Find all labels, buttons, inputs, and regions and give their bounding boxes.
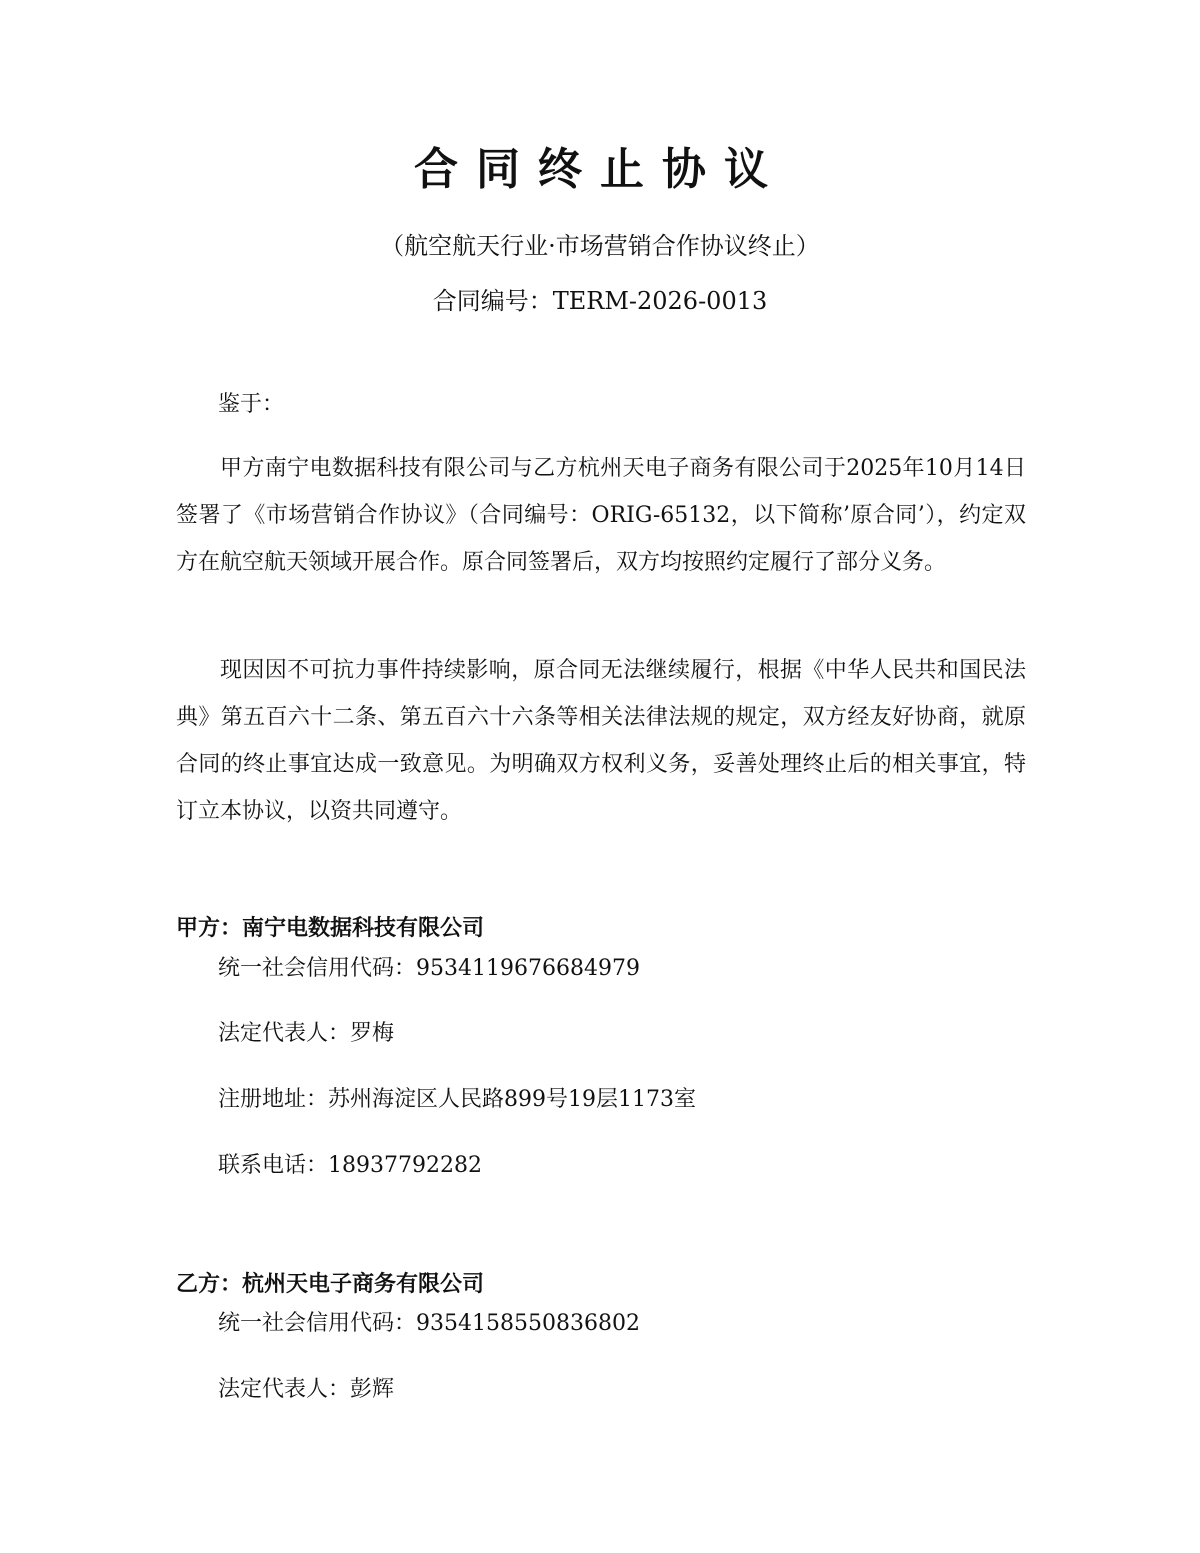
party-a-representative: 法定代表人：罗梅: [218, 1021, 395, 1046]
document-subtitle: （航空航天行业·市场营销合作协议终止）: [380, 232, 820, 260]
recital-paragraph-2: 现因因不可抗力事件持续影响，原合同无法继续履行，根据《中华人民共和国民法典》第五百六十二条、第五百六十六条等相关法律法规的规定，双方经友好协商，就原合同的终止事宜达成一致意见。为明确双方权利义务，妥善处理终止后的相关事宜，特订立本协议，以资共同遵守。: [176, 658, 1026, 824]
recital-paragraph-1: 甲方南宁电数据科技有限公司与乙方杭州天电子商务有限公司于2025年10月14日签署了《市场营销合作协议》（合同编号：ORIG-65132，以下简称’原合同’），约定双方在航空航天领域开展合作。原合同签署后，双方均按照约定履行了部分义务。: [176, 456, 1026, 575]
contract-number: 合同编号：TERM-2026-0013: [432, 287, 768, 315]
party-a-phone: 联系电话：18937792282: [218, 1153, 482, 1178]
party-b-heading: 乙方：杭州天电子商务有限公司: [176, 1272, 485, 1297]
party-a-address: 注册地址：苏州海淀区人民路899号19层1173室: [218, 1087, 696, 1112]
party-b-credit-code: 统一社会信用代码：9354158550836802: [218, 1311, 640, 1336]
party-b-representative: 法定代表人：彭辉: [218, 1377, 395, 1402]
document-title: 合同终止协议: [414, 144, 786, 195]
whereas-label: 鉴于：: [218, 392, 285, 417]
party-a-credit-code: 统一社会信用代码：9534119676684979: [218, 956, 640, 981]
party-a-heading: 甲方：南宁电数据科技有限公司: [176, 916, 485, 941]
